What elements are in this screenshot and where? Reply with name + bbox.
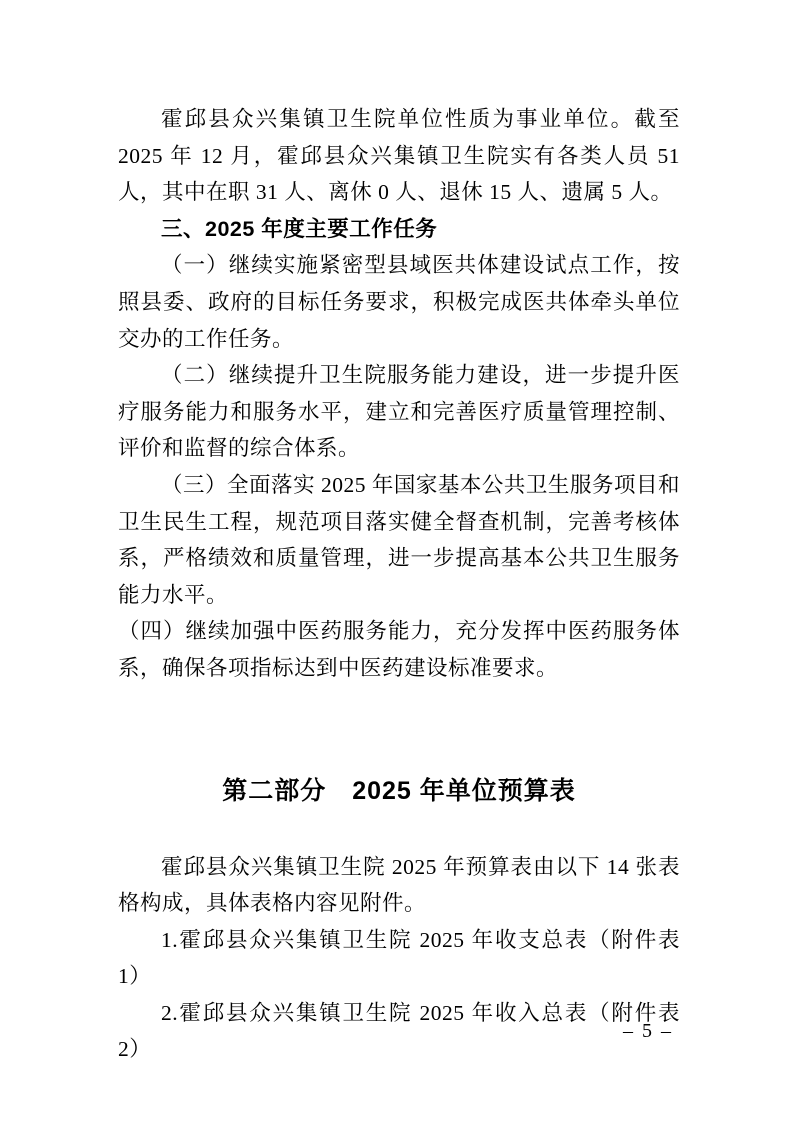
intro-paragraph: 霍邱县众兴集镇卫生院单位性质为事业单位。截至 2025 年 12 月，霍邱县众兴集镇卫生院实有各类人员 51 人，其中在职 31 人、离休 0 人、退休 15 人、遗属 5 人。 (118, 107, 680, 205)
document-content (118, 101, 680, 1068)
budget-table-list (118, 922, 680, 1068)
task-paragraph-1: （一）继续实施紧密型县域医共体建设试点工作，按照县委、政府的目标任务要求，积极完成医共体牵头单位交办的工作任务。 (118, 253, 680, 351)
tasks-section-heading: 三、2025 年度主要工作任务 (161, 216, 438, 241)
part2-intro-paragraph: 霍邱县众兴集镇卫生院 2025 年预算表由以下 14 张表格构成，具体表格内容见附件。 (118, 854, 680, 916)
part2-heading: 第二部分 2025 年单位预算表 (222, 776, 576, 805)
task-paragraph-3: （三）全面落实 2025 年国家基本公共卫生服务项目和卫生民生工程，规范项目落实健全督查机制，完善考核体系，严格绩效和质量管理，进一步提高基本公共卫生服务能力水平。 (118, 472, 680, 607)
task-paragraph-2: （二）继续提升卫生院服务能力建设，进一步提升医疗服务能力和服务水平，建立和完善医疗质量管理控制、评价和监督的综合体系。 (118, 363, 680, 461)
page-number: – 5 – (623, 1020, 673, 1042)
task-paragraph-4: （四）继续加强中医药服务能力，充分发挥中医药服务体系，确保各项指标达到中医药建设标准要求。 (118, 619, 680, 680)
budget-table-item-1: 1.霍邱县众兴集镇卫生院 2025 年收支总表（附件表 1） (118, 927, 680, 989)
budget-table-item-2: 2.霍邱县众兴集镇卫生院 2025 年收入总表（附件表 2） (118, 1000, 680, 1062)
